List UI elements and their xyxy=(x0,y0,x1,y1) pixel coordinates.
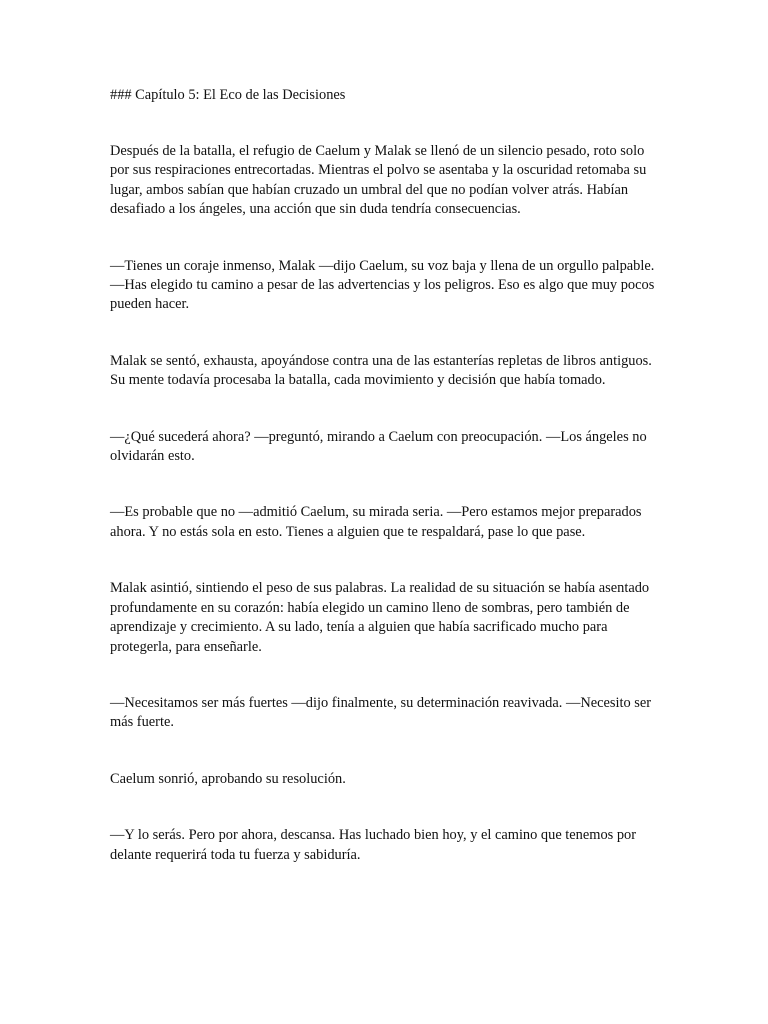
paragraph-2: —Tienes un coraje inmenso, Malak —dijo Caelum, su voz baja y llena de un orgullo palpable. —Has elegido tu camino a pesar de las advertencias y los peligros. Eso es algo que muy pocos pueden hacer. xyxy=(110,257,655,313)
paragraph-3: Malak se sentó, exhausta, apoyándose contra una de las estanterías repletas de libros antiguos. Su mente todavía procesaba la batalla, cada movimiento y decisión que había tomado. xyxy=(110,352,652,389)
chapter-heading: ### Capítulo 5: El Eco de las Decisiones xyxy=(110,87,346,103)
paragraph-8: Caelum sonrió, aprobando su resolución. xyxy=(110,770,346,787)
paragraph-1: Después de la batalla, el refugio de Caelum y Malak se llenó de un silencio pesado, roto solo por sus respiraciones entrecortadas. Mientras el polvo se asentaba y la oscuridad retomaba su lugar, ambos sabían que habían cruzado un umbral del que no podían volver atrás. Habían desafiado a los ángeles, una acción que sin duda tendría consecuencias. xyxy=(110,143,647,218)
paragraph-4: —¿Qué sucederá ahora? —preguntó, mirando a Caelum con preocupación. —Los ángeles no olvidarán esto. xyxy=(110,428,647,465)
paragraph-7: —Necesitamos ser más fuertes —dijo finalmente, su determinación reavivada. —Necesito ser más fuerte. xyxy=(110,694,652,731)
paragraph-9: —Y lo serás. Pero por ahora, descansa. Has luchado bien hoy, y el camino que tenemos por delante requerirá toda tu fuerza y sabiduría. xyxy=(110,827,637,863)
paragraph-6: Malak asintió, sintiendo el peso de sus palabras. La realidad de su situación se había asentado profundamente en su corazón: había elegido un camino lleno de sombras, pero también de aprendizaje y crecimiento. A su lado, tenía a alguien que había sacrificado mucho para protegerla, para enseñarle. xyxy=(110,580,650,655)
paragraph-5: —Es probable que no —admitió Caelum, su mirada seria. —Pero estamos mejor preparados ahora. Y no estás sola en esto. Tienes a alguien que te respaldará, pase lo que pase. xyxy=(110,504,642,540)
document-page xyxy=(110,85,658,865)
